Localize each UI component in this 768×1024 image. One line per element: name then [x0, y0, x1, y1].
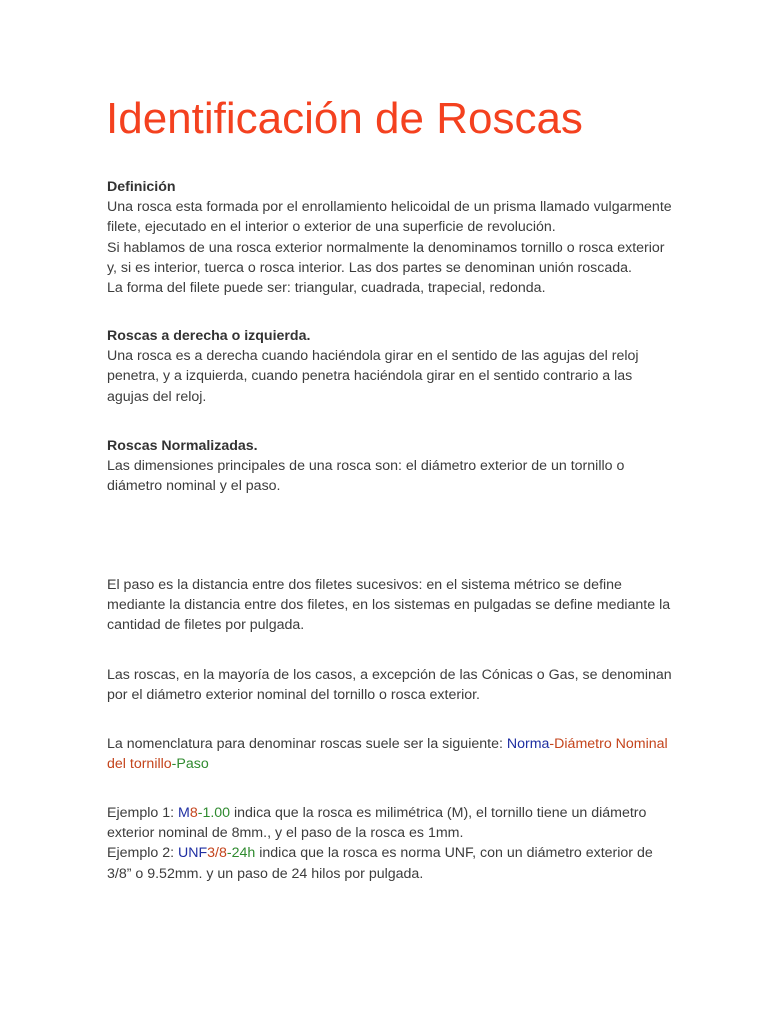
paragraph-line: Una rosca es a derecha cuando haciéndola girar en el sentido de las agujas del reloj: [107, 348, 639, 365]
paragraph-line: La forma del filete puede ser: triangular, cuadrada, trapecial, redonda.: [107, 280, 546, 297]
paragraph-line: y, si es interior, tuerca o rosca interior. Las dos partes se denominan unión roscada.: [107, 259, 632, 276]
nomenclatura-paso: Paso: [176, 756, 209, 773]
section-heading: Definición: [107, 179, 176, 195]
section-definicion: [107, 177, 672, 298]
nomenclatura-sep: -: [549, 736, 555, 752]
paragraph-line: exterior nominal de 8mm., y el paso de la rosca es 1mm.: [107, 825, 464, 842]
paragraph-line: mediante la distancia entre dos filetes, en los sistemas en pulgadas se define mediante la: [107, 597, 671, 614]
ejemplo2-diametro: 3/8: [207, 845, 227, 862]
ejemplo2-norma: UNF: [177, 845, 208, 862]
section-heading: Roscas a derecha o izquierda.: [107, 328, 311, 344]
section-heading: Roscas Normalizadas.: [107, 438, 258, 454]
section-paso: [107, 575, 671, 636]
paragraph-line: penetra, y a izquierda, cuando penetra haciéndola girar en el sentido contrario a las: [107, 368, 633, 385]
paragraph-line: por el diámetro exterior nominal del tornillo o rosca exterior.: [107, 687, 480, 704]
paragraph-line: Una rosca esta formada por el enrollamiento helicoidal de un prisma llamado vulgarmente: [107, 199, 672, 216]
nomenclatura-sep: -: [171, 756, 177, 773]
section-normalizadas: [107, 436, 667, 497]
section-ejemplos: [107, 803, 667, 884]
paragraph-line: [107, 843, 667, 863]
paragraph-line: 3/8” o 9.52mm. y un paso de 24 hilos por pulgada.: [107, 865, 424, 882]
paragraph-line: [107, 803, 667, 823]
paragraph-line: Las roscas, en la mayoría de los casos, a excepción de las Cónicas o Gas, se denominan: [107, 667, 672, 683]
section-derecha-izquierda: [107, 326, 667, 407]
ejemplo2-paso: 24h: [231, 845, 256, 862]
ejemplo1-prefix: Ejemplo 1:: [107, 805, 178, 821]
ejemplo1-paso: 1.00: [202, 805, 231, 821]
ejemplo2-prefix: Ejemplo 2:: [107, 845, 178, 862]
paragraph-line: Las dimensiones principales de una rosca son: el diámetro exterior de un tornillo o: [107, 458, 625, 475]
nomenclatura-diametro: Diámetro Nominal: [554, 736, 668, 752]
paragraph-line: diámetro nominal y el paso.: [107, 478, 281, 495]
page-title: Identificación de Roscas: [106, 94, 583, 143]
ejemplo2-text: indica que la rosca es norma UNF, con un diámetro exterior de: [255, 845, 653, 862]
ejemplo1-diametro: 8: [189, 805, 198, 821]
paragraph-line: agujas del reloj.: [107, 388, 207, 405]
nomenclatura-diametro-cont: del tornillo: [107, 756, 172, 773]
paragraph-line: Si hablamos de una rosca exterior normalmente la denominamos tornillo o rosca exterior: [107, 239, 665, 256]
section-roscas: [107, 665, 672, 705]
paragraph-line: cantidad de filetes por pulgada.: [107, 617, 305, 634]
section-nomenclatura: [107, 734, 667, 774]
paragraph-line: [107, 754, 667, 774]
paragraph-line: El paso es la distancia entre dos filetes sucesivos: en el sistema métrico se define: [107, 577, 622, 593]
ejemplo2-sep: -: [226, 845, 232, 862]
paragraph-line: filete, ejecutado en el interior o exterior de una superficie de revolución.: [107, 219, 556, 236]
ejemplo1-norma: M: [177, 805, 190, 821]
paragraph-line: [107, 734, 667, 754]
nomenclatura-intro: La nomenclatura para denominar roscas suele ser la siguiente:: [107, 736, 507, 752]
nomenclatura-norma: Norma: [506, 736, 550, 752]
ejemplo1-sep: -: [197, 805, 203, 821]
ejemplo1-text: indica que la rosca es milimétrica (M), el tornillo tiene un diámetro: [230, 805, 647, 821]
